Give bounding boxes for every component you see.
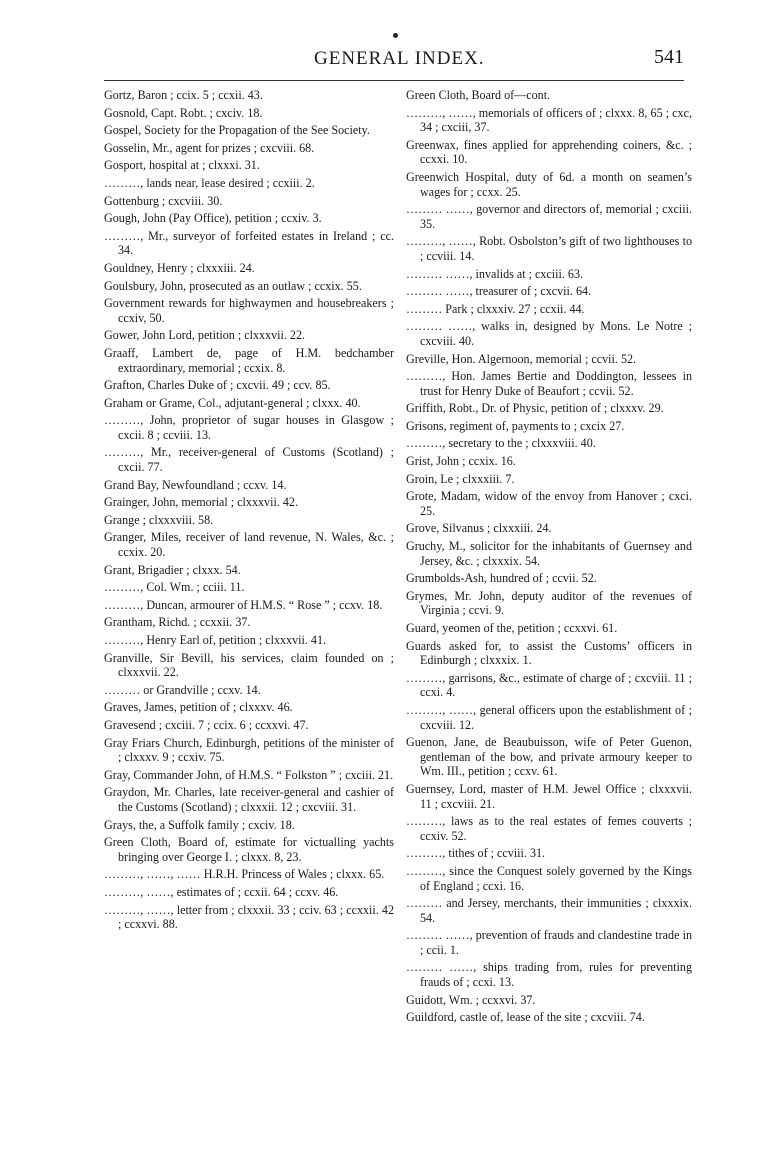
index-entry: Graydon, Mr. Charles, late receiver-general and cashier of the Customs (Scotland) ; clxxxii. 12 ; cxcviii. 31. <box>104 785 394 814</box>
index-entry: Gortz, Baron ; ccix. 5 ; ccxii. 43. <box>104 88 263 102</box>
index-entry: Gottenburg ; cxcviii. 30. <box>104 193 223 208</box>
index-entry: Grote, Madam, widow of the envoy from Hanover ; cxci. 25. <box>406 489 692 518</box>
index-entry: ……… ……, treasurer of ; cxcvii. 64. <box>406 284 592 299</box>
index-entry: Greenwich Hospital, duty of 6d. a month on seamen’s wages for ; ccxx. 25. <box>406 169 692 199</box>
index-entry: Grumbolds-Ash, hundred of ; ccvii. 52. <box>406 571 597 586</box>
index-entry: Gough, John (Pay Office), petition ; ccxiv. 3. <box>104 211 322 226</box>
index-entry: ………, since the Conquest solely governed by the Kings of England ; ccxi. 16. <box>406 863 692 893</box>
index-entry: Gray, Commander John, of H.M.S. “ Folkston ” ; cxciii. 21. <box>104 767 394 782</box>
index-entry: Graham or Grame, Col., adjutant-general ; clxxx. 40. <box>104 395 361 410</box>
index-entry: Groin, Le ; clxxxiii. 7. <box>406 471 515 486</box>
index-entry: ………, Mr., surveyor of forfeited estates in Ireland ; cc. 34. <box>104 228 394 258</box>
index-entry: ………, John, proprietor of sugar houses in Glasgow ; cxcii. 8 ; ccviii. 13. <box>104 413 394 442</box>
index-entry: Grisons, regiment of, payments to ; cxcix 27. <box>406 418 625 433</box>
index-entry: Grymes, Mr. John, deputy auditor of the revenues of Virginia ; ccvi. 9. <box>406 588 692 618</box>
index-entry: ………, ……, Robt. Osbolston’s gift of two lighthouses to ; ccviii. 14. <box>406 234 692 263</box>
index-entry: Grant, Brigadier ; clxxx. 54. <box>104 562 241 577</box>
index-entry: ………, secretary to the ; clxxxviii. 40. <box>406 436 596 451</box>
index-entry: ………, Mr., receiver-general of Customs (Scotland) ; cxcii. 77. <box>104 445 394 475</box>
index-entry: Griffith, Robt., Dr. of Physic, petition of ; clxxxv. 29. <box>406 401 664 416</box>
index-entry: Grafton, Charles Duke of ; cxcvii. 49 ; ccv. 85. <box>104 378 331 393</box>
index-entry: ………, Henry Earl of, petition ; clxxxvii. 41. <box>104 633 327 647</box>
index-entry: ………, ……, …… H.R.H. Princess of Wales ; clxxx. 65. <box>104 867 385 882</box>
index-entry: ………, ……, memorials of officers of ; clxxx. 8, 65 ; cxc, 34 ; cxciii, 37. <box>406 105 692 135</box>
index-entry: Granville, Sir Bevill, his services, claim founded on ; clxxxvii. 22. <box>104 650 394 680</box>
header-rule <box>104 80 684 81</box>
index-entry: Grand Bay, Newfoundland ; ccxv. 14. <box>104 477 287 492</box>
index-entry: ………, ……, estimates of ; ccxii. 64 ; ccxv. 46. <box>104 884 339 899</box>
index-entry: ……… ……, governor and directors of, memorial ; cxciii. 35. <box>406 202 692 231</box>
index-entry: ………, laws as to the real estates of femes couverts ; ccxiv. 52. <box>406 814 692 843</box>
index-entry: Gosport, hospital at ; clxxxi. 31. <box>104 158 260 173</box>
index-entry: Guenon, Jane, de Beaubuisson, wife of Peter Guenon, gentleman of the bow, and private armoury keeper to Wm. III., petition ; ccxv. 61. <box>406 735 692 779</box>
index-entry: Gospel, Society for the Propagation of the See Society. <box>104 123 370 138</box>
index-entry: Gosselin, Mr., agent for prizes ; cxcviii. 68. <box>104 140 315 155</box>
index-entry: Graaff, Lambert de, page of H.M. bedchamber extraordinary, memorial ; ccxix. 8. <box>104 345 394 375</box>
index-entry: ……… ……, prevention of frauds and clandestine trade in ; ccii. 1. <box>406 928 692 957</box>
index-entry: Guidott, Wm. ; ccxxvi. 37. <box>406 992 536 1007</box>
index-entry: Granger, Miles, receiver of land revenue, N. Wales, &c. ; ccxix. 20. <box>104 530 394 560</box>
index-entry: ………, lands near, lease desired ; ccxiii. 2. <box>104 175 315 190</box>
index-entry: Graves, James, petition of ; clxxxv. 46. <box>104 700 293 715</box>
index-entry: Green Cloth, Board of—cont. <box>406 88 551 102</box>
index-entry: Greenwax, fines applied for apprehending coiners, &c. ; ccxxi. 10. <box>406 137 692 167</box>
index-entry: ……… ……, invalids at ; cxciii. 63. <box>406 266 584 281</box>
left-column <box>104 88 394 935</box>
index-entry: ……… ……, walks in, designed by Mons. Le Notre ; cxcviii. 40. <box>406 319 692 348</box>
index-entry: ………, Col. Wm. ; cciii. 11. <box>104 580 245 595</box>
index-entry: ……… ……, ships trading from, rules for preventing frauds of ; ccxi. 13. <box>406 960 692 990</box>
index-entry: Gosnold, Capt. Robt. ; cxciv. 18. <box>104 105 263 120</box>
index-entry: Grange ; clxxxviii. 58. <box>104 512 214 527</box>
page-number: 541 <box>654 46 684 68</box>
index-entry: Grainger, John, memorial ; clxxxvii. 42. <box>104 495 298 510</box>
index-entry: Green Cloth, Board of, estimate for victualling yachts bringing over George I. ; clxxx. 8, 23. <box>104 835 394 864</box>
index-entry: Gouldney, Henry ; clxxxiii. 24. <box>104 260 255 275</box>
index-entry: Gray Friars Church, Edinburgh, petitions of the minister of ; clxxxv. 9 ; ccxiv. 75. <box>104 735 394 765</box>
index-entry: Guard, yeomen of the, petition ; ccxxvi. 61. <box>406 621 618 635</box>
index-entry: Greville, Hon. Algernoon, memorial ; ccvii. 52. <box>406 351 637 366</box>
index-entry: ………, ……, letter from ; clxxxii. 33 ; cciv. 63 ; ccxxii. 42 ; ccxxvi. 88. <box>104 902 394 932</box>
index-entry: Grove, Silvanus ; clxxxiii. 24. <box>406 521 552 536</box>
index-entry: Grays, the, a Suffolk family ; cxciv. 18. <box>104 817 295 832</box>
index-entry: ………, Hon. James Bertie and Doddington, lessees in trust for Henry Duke of Beaufort ; ccvii. 52. <box>406 369 692 398</box>
index-entry: ………, garrisons, &c., estimate of charge of ; cxcviii. 11 ; ccxi. 4. <box>406 670 692 700</box>
index-entry: Government rewards for highwaymen and housebreakers ; ccxiv, 50. <box>104 296 394 325</box>
index-entry: Guards asked for, to assist the Customs’ officers in Edinburgh ; clxxxix. 1. <box>406 638 692 668</box>
page-header <box>104 44 684 74</box>
index-entry: ……… Park ; clxxxiv. 27 ; ccxii. 44. <box>406 301 585 316</box>
index-entry: ………, ……, general officers upon the establishment of ; cxcviii. 12. <box>406 702 692 732</box>
index-entry: Grantham, Richd. ; ccxxii. 37. <box>104 615 251 630</box>
index-entry: Gruchy, M., solicitor for the inhabitants of Guernsey and Jersey, &c. ; clxxxix. 54. <box>406 539 692 568</box>
index-entry: ………, tithes of ; ccviii. 31. <box>406 846 546 861</box>
index-entry: Guildford, castle of, lease of the site ; cxcviii. 74. <box>406 1010 645 1025</box>
right-column <box>406 88 692 1028</box>
ink-dot <box>393 33 398 38</box>
index-entry: Gower, John Lord, petition ; clxxxvii. 22. <box>104 328 306 343</box>
index-entry: ……… and Jersey, merchants, their immunities ; clxxxix. 54. <box>406 896 692 925</box>
index-entry: ………, Duncan, armourer of H.M.S. “ Rose ” ; ccxv. 18. <box>104 597 383 612</box>
index-entry: ……… or Grandville ; ccxv. 14. <box>104 682 261 697</box>
page-title: GENERAL INDEX. <box>314 48 485 69</box>
index-entry: Guernsey, Lord, master of H.M. Jewel Office ; clxxxvii. 11 ; cxcviii. 21. <box>406 781 692 811</box>
index-entry: Goulsbury, John, prosecuted as an outlaw ; ccxix. 55. <box>104 278 362 293</box>
index-entry: Grist, John ; ccxix. 16. <box>406 454 516 469</box>
index-entry: Gravesend ; cxciii. 7 ; ccix. 6 ; ccxxvi. 47. <box>104 717 309 732</box>
